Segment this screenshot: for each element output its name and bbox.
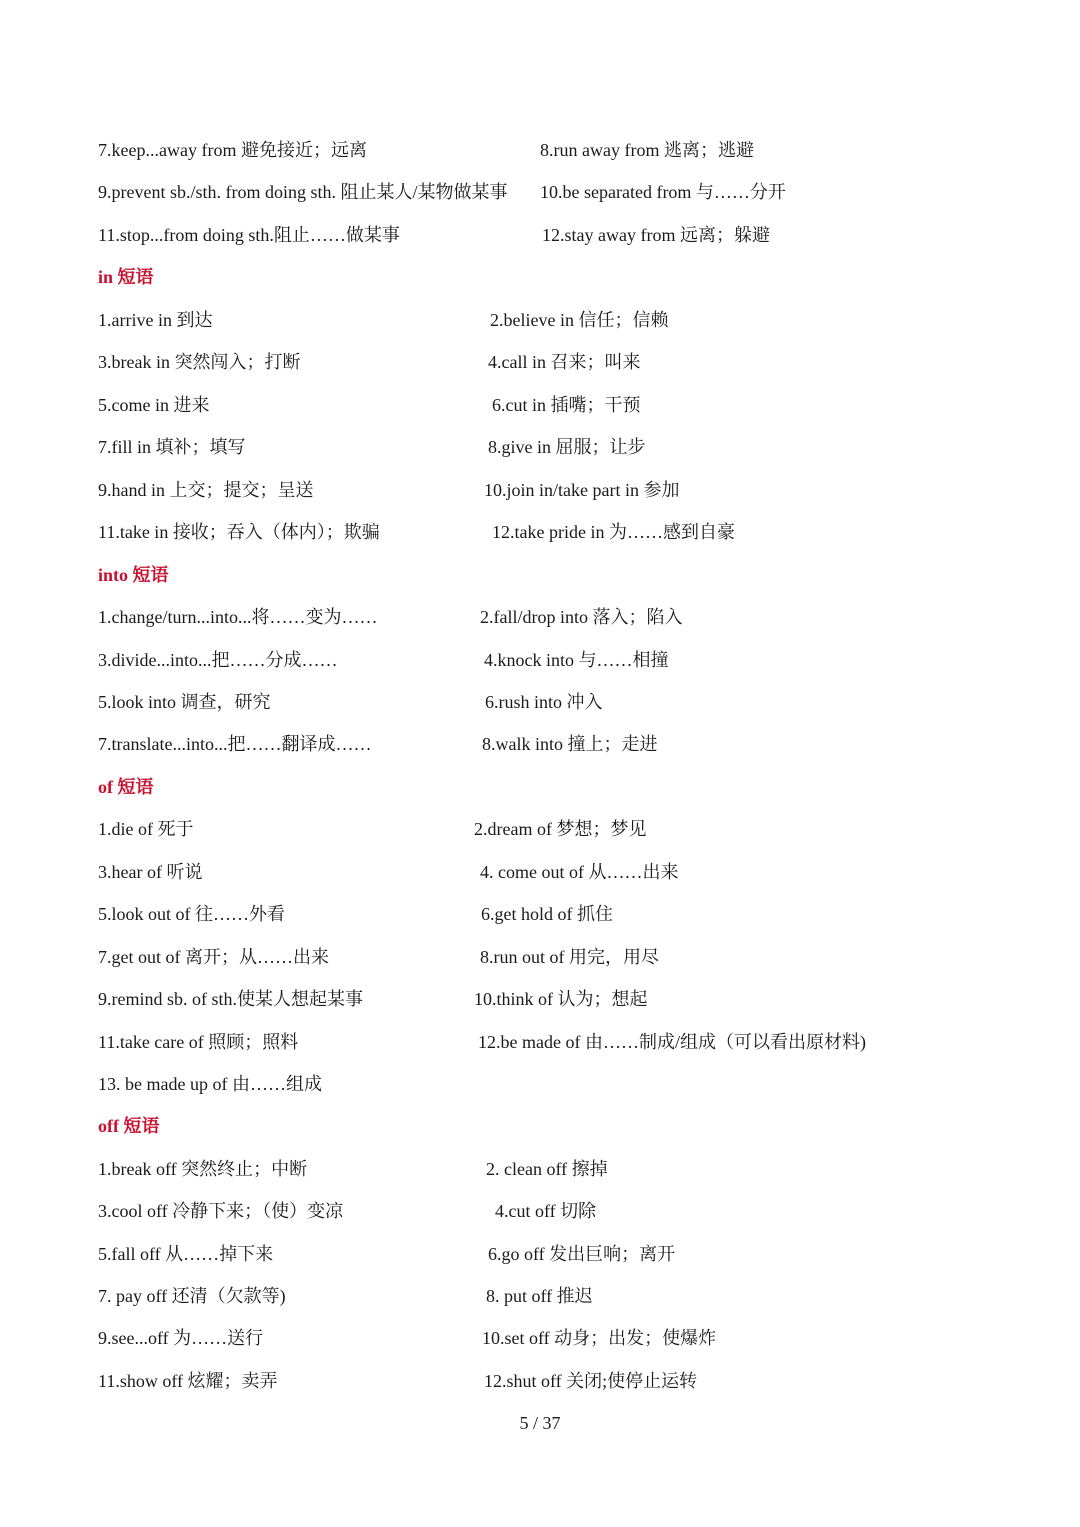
phrase-right: 2.fall/drop into 落入；陷入 [480,607,683,627]
list-item [98,220,998,250]
phrase-right: 2.dream of 梦想；梦见 [474,819,647,839]
phrase-left: 9.prevent sb./sth. from doing sth. 阻止某人/某物做某事 [98,182,508,202]
phrase-left: 5.fall off 从……掉下来 [98,1244,274,1264]
phrase-right: 8.give in 屈服；让步 [488,437,646,457]
phrase-right: 12.stay away from 远离；躲避 [542,225,770,245]
phrase-left: 11.take care of 照顾；照料 [98,1032,299,1052]
phrase-right: 10.join in/take part in 参加 [484,480,680,500]
phrase-right: 2. clean off 擦掉 [486,1159,608,1179]
list-item [98,984,998,1014]
list-item [98,857,998,887]
phrase-right: 4.call in 召来；叫来 [488,352,641,372]
list-item [98,1154,998,1184]
phrase-left: 7.keep...away from 避免接近；远离 [98,140,367,160]
list-item [98,645,998,675]
list-item [98,432,998,462]
list-item [98,602,998,632]
phrase-left: 7.translate...into...把……翻译成…… [98,734,372,754]
phrase-right: 4.cut off 切除 [495,1201,597,1221]
phrase-left: 5.come in 进来 [98,395,210,415]
phrase-left: 7. pay off 还清（欠款等) [98,1286,286,1306]
list-item [98,1196,998,1226]
list-item [98,814,998,844]
phrase-right: 8.run away from 逃离；逃避 [540,140,754,160]
phrase-left: 11.take in 接收；吞入（体内）；欺骗 [98,522,380,542]
phrase-right: 8. put off 推迟 [486,1286,593,1306]
phrase-right: 6.rush into 冲入 [485,692,603,712]
phrase-right: 10.think of 认为；想起 [474,989,648,1009]
phrase-right: 12.be made of 由……制成/组成（可以看出原材料) [478,1032,866,1052]
list-item [98,135,998,165]
phrase-right: 8.walk into 撞上；走进 [482,734,658,754]
list-item [98,729,998,759]
list-item [98,1069,998,1099]
phrase-left: 11.stop...from doing sth.阻止……做某事 [98,225,400,245]
phrase-left: 3.break in 突然闯入；打断 [98,352,301,372]
section-heading-off: off 短语 [98,1116,160,1136]
phrase-right: 12.shut off 关闭;使停止运转 [484,1371,698,1391]
list-item [98,1281,998,1311]
list-item [98,687,998,717]
list-item [98,1027,998,1057]
page-number: 5 / 37 [519,1413,561,1433]
list-item [98,1239,998,1269]
phrase-left: 7.fill in 填补；填写 [98,437,246,457]
phrase-right: 6.get hold of 抓住 [481,904,613,924]
phrase-right: 6.go off 发出巨响；离开 [488,1244,676,1264]
phrase-left: 9.remind sb. of sth.使某人想起某事 [98,989,363,1009]
section-heading-in: in 短语 [98,267,154,287]
phrase-right: 10.be separated from 与……分开 [540,182,786,202]
phrase-left: 1.arrive in 到达 [98,310,213,330]
phrase-right: 10.set off 动身；出发；使爆炸 [482,1328,717,1348]
phrase-right: 2.believe in 信任；信赖 [490,310,669,330]
list-item [98,305,998,335]
phrase-right: 12.take pride in 为……感到自豪 [492,522,735,542]
list-item [98,347,998,377]
phrase-left: 5.look out of 往……外看 [98,904,285,924]
phrase-left: 3.hear of 听说 [98,862,203,882]
list-item [98,942,998,972]
phrase-left: 3.divide...into...把……分成…… [98,650,338,670]
phrase-left: 5.look into 调查，研究 [98,692,271,712]
list-item [98,899,998,929]
phrase-right: 4.knock into 与……相撞 [484,650,669,670]
phrase-left: 7.get out of 离开；从……出来 [98,947,329,967]
phrase-left: 3.cool off 冷静下来；（使）变凉 [98,1201,344,1221]
phrase-left: 11.show off 炫耀；卖弄 [98,1371,278,1391]
phrase-left: 1.change/turn...into...将……变为…… [98,607,378,627]
list-item [98,177,998,207]
phrase-left: 9.see...off 为……送行 [98,1328,264,1348]
phrase-left: 1.die of 死于 [98,819,194,839]
phrase-right: 4. come out of 从……出来 [480,862,679,882]
phrase-right: 8.run out of 用完，用尽 [480,947,659,967]
list-item [98,1323,998,1353]
list-item [98,475,998,505]
list-item [98,517,998,547]
list-item [98,390,998,420]
phrase-left: 9.hand in 上交；提交；呈送 [98,480,314,500]
phrase-left: 13. be made up of 由……组成 [98,1074,322,1094]
list-item [98,1366,998,1396]
section-heading-of: of 短语 [98,777,154,797]
phrase-right: 6.cut in 插嘴；干预 [492,395,641,415]
phrase-left: 1.break off 突然终止；中断 [98,1159,308,1179]
section-heading-into: into 短语 [98,565,169,585]
